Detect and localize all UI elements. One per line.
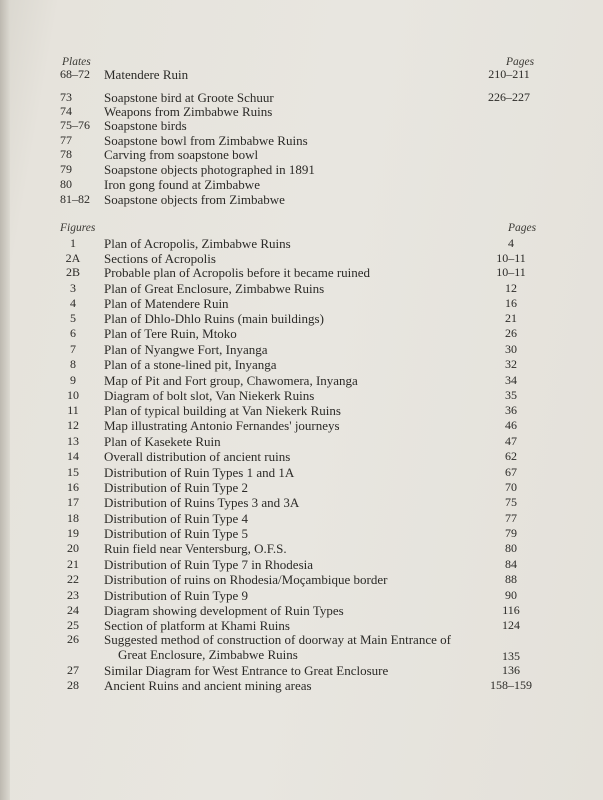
figure-title: Map of Pit and Fort group, Chawomera, Inyanga [104, 373, 358, 388]
figure-page: 46 [505, 418, 517, 432]
plate-number: 80 [60, 177, 72, 191]
figure-title: Suggested method of construction of doorway at Main Entrance of [104, 632, 451, 647]
figure-title: Plan of Dhlo-Dhlo Ruins (main buildings) [104, 311, 324, 326]
figure-title: Plan of Great Enclosure, Zimbabwe Ruins [104, 281, 325, 296]
figure-number: 25 [67, 618, 79, 632]
list-item [0, 162, 603, 177]
plate-page: 226–227 [488, 90, 530, 104]
figure-page: 84 [505, 557, 517, 571]
figure-title: Ancient Ruins and ancient mining areas [104, 678, 312, 693]
list-item [0, 511, 603, 526]
figure-title: Plan of a stone-lined pit, Inyanga [104, 357, 277, 372]
figure-page: 158–159 [490, 678, 532, 692]
plate-number: 75–76 [60, 118, 90, 132]
figure-page: 67 [505, 465, 517, 479]
figure-title: Distribution of Ruin Type 4 [104, 511, 249, 526]
list-item [0, 449, 603, 464]
figure-title: Diagram of bolt slot, Van Niekerk Ruins [104, 388, 315, 403]
figure-page: 70 [505, 480, 517, 494]
figure-title: Probable plan of Acropolis before it became ruined [104, 265, 371, 280]
figure-number: 22 [67, 572, 79, 586]
list-item [0, 342, 603, 357]
list-item [0, 557, 603, 572]
list-item [0, 373, 603, 388]
figure-number: 13 [67, 434, 79, 448]
plates-heading: Plates [62, 56, 91, 68]
figure-number: 2B [65, 265, 80, 279]
figure-title: Diagram showing development of Ruin Types [104, 603, 344, 618]
figure-page: 10–11 [496, 251, 526, 265]
list-item [0, 147, 603, 162]
plate-title: Soapstone bowl from Zimbabwe Ruins [104, 133, 308, 148]
list-item [0, 236, 603, 251]
figure-number: 19 [67, 526, 79, 540]
plate-number: 74 [60, 104, 72, 118]
list-item [0, 434, 603, 449]
figure-page: 75 [505, 495, 517, 509]
figure-number: 15 [67, 465, 79, 479]
list-item [0, 678, 603, 693]
figure-number: 12 [67, 418, 79, 432]
figures-pages-heading: Pages [508, 222, 537, 234]
figure-number: 5 [70, 311, 76, 325]
figure-title: Map illustrating Antonio Fernandes' journeys [104, 418, 340, 433]
list-item [0, 177, 603, 192]
list-item [0, 603, 603, 618]
figure-title: Plan of Kasekete Ruin [104, 434, 221, 449]
list-item [0, 588, 603, 603]
plate-title: Iron gong found at Zimbabwe [104, 177, 260, 192]
figure-page: 90 [505, 588, 517, 602]
list-item [0, 541, 603, 556]
list-item [0, 251, 603, 266]
figure-title: Plan of Acropolis, Zimbabwe Ruins [104, 236, 291, 251]
figure-number: 8 [70, 357, 76, 371]
figure-page: 88 [505, 572, 517, 586]
list-item [0, 67, 603, 82]
figure-number: 26 [67, 632, 79, 646]
figure-page: 16 [505, 296, 517, 310]
figure-number: 27 [67, 663, 79, 677]
list-item [0, 388, 603, 403]
figure-title: Plan of Tere Ruin, Mtoko [104, 326, 237, 341]
figure-page: 77 [505, 511, 517, 525]
figure-page: 4 [508, 236, 514, 250]
figure-title: Distribution of Ruin Type 2 [104, 480, 249, 495]
figure-number: 23 [67, 588, 79, 602]
plate-number: 73 [60, 90, 72, 104]
list-item [0, 465, 603, 480]
figure-title: Distribution of Ruin Types 1 and 1A [104, 465, 295, 480]
figure-number: 21 [67, 557, 79, 571]
list-item [0, 118, 603, 133]
figure-title: Plan of typical building at Van Niekerk Ruins [104, 403, 341, 418]
figure-number: 14 [67, 449, 79, 463]
figure-number: 7 [70, 342, 76, 356]
figure-title: Distribution of Ruin Type 5 [104, 526, 249, 541]
plate-title: Soapstone bird at Groote Schuur [104, 90, 274, 105]
figure-number: 17 [67, 495, 79, 509]
list-item [0, 311, 603, 326]
figure-page: 116 [502, 603, 520, 617]
list-item [0, 104, 603, 119]
figure-title: Plan of Matendere Ruin [104, 296, 229, 311]
figure-number: 28 [67, 678, 79, 692]
figures-heading: Figures [60, 222, 96, 234]
figure-number: 1 [70, 236, 76, 250]
figure-number: 24 [67, 603, 79, 617]
figure-page: 136 [502, 663, 520, 677]
list-item [0, 192, 603, 207]
figure-number: 3 [70, 281, 76, 295]
figure-page: 35 [505, 388, 517, 402]
list-item [0, 265, 603, 280]
list-item [0, 526, 603, 541]
figure-title: Plan of Nyangwe Fort, Inyanga [104, 342, 268, 357]
figure-number: 20 [67, 541, 79, 555]
list-item [0, 663, 603, 678]
figure-number: 6 [70, 326, 76, 340]
list-item [0, 403, 603, 418]
list-item [0, 572, 603, 587]
figure-title: Distribution of Ruin Type 7 in Rhodesia [104, 557, 314, 572]
list-item [0, 495, 603, 510]
list-item [0, 133, 603, 148]
plate-title: Soapstone objects from Zimbabwe [104, 192, 285, 207]
plate-number: 81–82 [60, 192, 90, 206]
plate-title: Matendere Ruin [104, 67, 189, 82]
figure-page: 30 [505, 342, 517, 356]
figure-page: 47 [505, 434, 517, 448]
figure-page: 62 [505, 449, 517, 463]
figure-title: Ruin field near Ventersburg, O.F.S. [104, 541, 287, 556]
figure-number: 11 [67, 403, 79, 417]
figure-title: Overall distribution of ancient ruins [104, 449, 291, 464]
figure-title: Distribution of ruins on Rhodesia/Moçambique border [104, 572, 388, 587]
plate-title: Soapstone birds [104, 118, 187, 133]
figure-page: 80 [505, 541, 517, 555]
figure-title: Section of platform at Khami Ruins [104, 618, 290, 633]
figure-number: 9 [70, 373, 76, 387]
plate-number: 78 [60, 147, 72, 161]
figure-title: Distribution of Ruin Type 9 [104, 588, 249, 603]
figure-number: 4 [70, 296, 76, 310]
figure-number: 18 [67, 511, 79, 525]
figure-title: Similar Diagram for West Entrance to Great Enclosure [104, 663, 389, 678]
plate-number: 77 [60, 133, 72, 147]
figure-title: Distribution of Ruins Types 3 and 3A [104, 495, 300, 510]
figure-page: 79 [505, 526, 517, 540]
list-item [0, 281, 603, 296]
list-item [0, 632, 603, 662]
figure-page: 12 [505, 281, 517, 295]
figure-number: 10 [67, 388, 79, 402]
figure-page: 21 [505, 311, 517, 325]
figure-title: Sections of Acropolis [104, 251, 216, 266]
plate-title: Soapstone objects photographed in 1891 [104, 162, 315, 177]
plate-page: 210–211 [488, 67, 530, 81]
list-item [0, 618, 603, 633]
figure-page: 26 [505, 326, 517, 340]
list-item [0, 296, 603, 311]
list-item [0, 326, 603, 341]
plates-pages-heading: Pages [506, 56, 535, 68]
plate-number: 79 [60, 162, 72, 176]
list-item [0, 90, 603, 105]
figure-page: 34 [505, 373, 517, 387]
list-item [0, 357, 603, 372]
figure-page: 10–11 [496, 265, 526, 279]
list-item [0, 480, 603, 495]
figure-page: 135 [502, 649, 520, 663]
figure-page: 124 [502, 618, 520, 632]
plate-number: 68–72 [60, 67, 90, 81]
plate-title: Carving from soapstone bowl [104, 147, 259, 162]
figure-page: 32 [505, 357, 517, 371]
plate-title: Weapons from Zimbabwe Ruins [104, 104, 273, 119]
list-item [0, 418, 603, 433]
figure-number: 16 [67, 480, 79, 494]
figure-title-continued: Great Enclosure, Zimbabwe Ruins [118, 647, 298, 662]
figure-page: 36 [505, 403, 517, 417]
figure-number: 2A [65, 251, 81, 265]
